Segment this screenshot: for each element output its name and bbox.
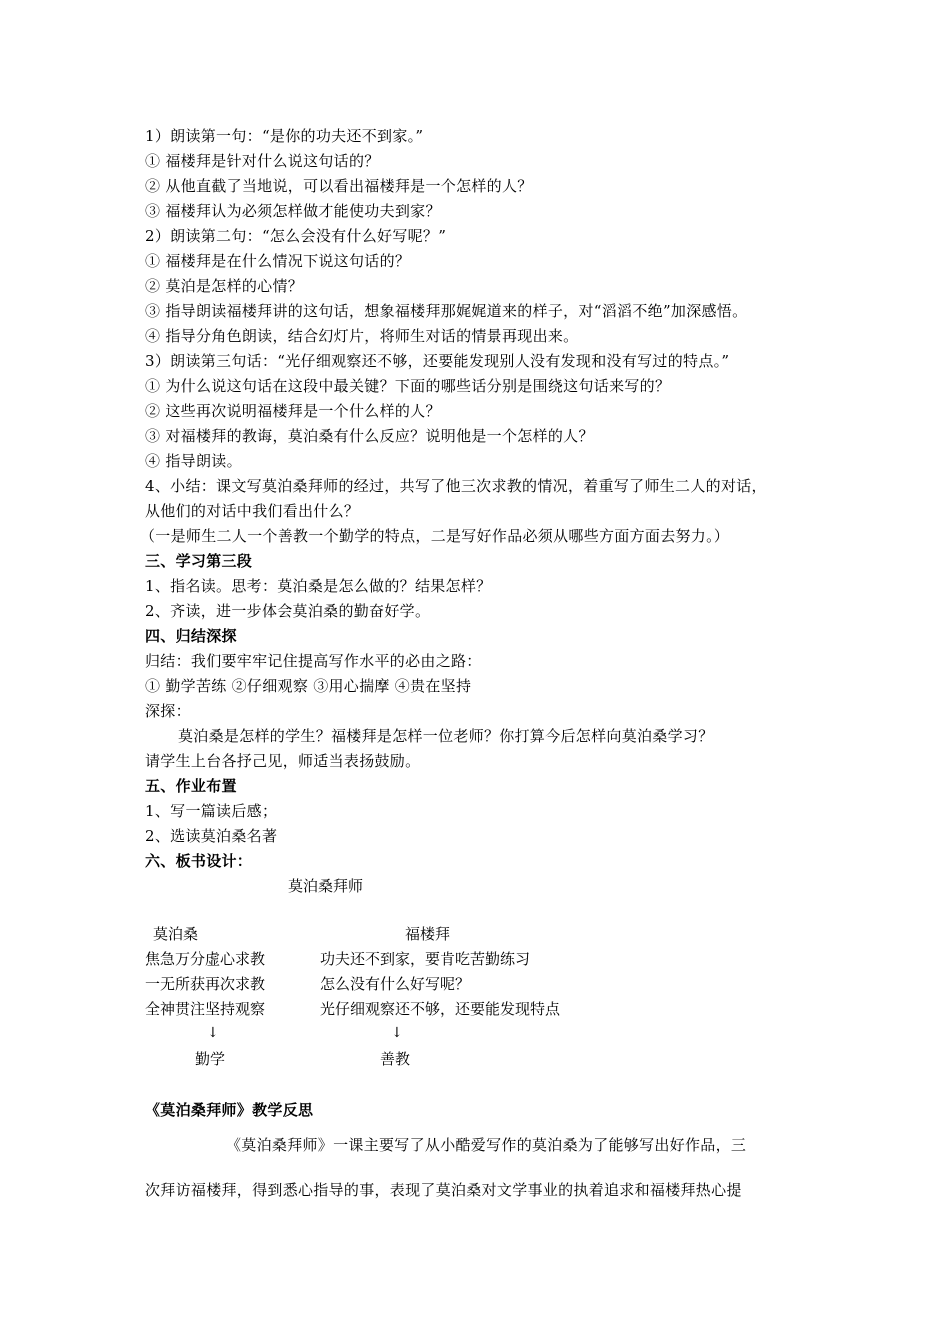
down-arrow-icon: ↓ <box>391 1025 403 1041</box>
task-line: 1、指名读。思考：莫泊桑是怎么做的？结果怎样？ <box>145 577 492 595</box>
question-line: ③ 对福楼拜的教诲，莫泊桑有什么反应？说明他是一个怎样的人？ <box>145 427 594 445</box>
board-right-result: 善教 <box>380 1050 411 1068</box>
reading-step-1: 1）朗读第一句：“是你的功夫还不到家。” <box>145 127 424 145</box>
task-line: 2、齐读，进一步体会莫泊桑的勤奋好学。 <box>145 602 431 620</box>
homework-line: 2、选读莫泊桑名著 <box>145 827 278 845</box>
question-line: ② 这些再次说明福楼拜是一个什么样的人？ <box>145 402 441 420</box>
board-left-item: 全神贯注坚持观察 <box>145 1000 266 1018</box>
summary-line: 从他们的对话中我们看出什么？ <box>145 502 360 520</box>
board-left-item: 一无所获再次求教 <box>145 975 266 993</box>
question-line: ④ 指导分角色朗读，结合幻灯片，将师生对话的情景再现出来。 <box>145 327 579 345</box>
summary-note: （一是师生二人一个善教一个勤学的特点，二是写好作品必须从哪些方面方面去努力。） <box>140 527 730 545</box>
summary-line: 4、小结：课文写莫泊桑拜师的经过，共写了他三次求教的情况，着重写了师生二人的对话， <box>145 477 767 495</box>
question-line: ① 福楼拜是针对什么说这句话的？ <box>145 152 380 170</box>
reflection-title: 《莫泊桑拜师》教学反思 <box>145 1101 314 1119</box>
question-line: ② 从他直截了当地说，可以看出福楼拜是一个怎样的人？ <box>145 177 533 195</box>
conclusion-list: ① 勤学苦练 ②仔细观察 ③用心揣摩 ④贵在坚持 <box>145 677 472 695</box>
board-left-result: 勤学 <box>195 1050 226 1068</box>
board-left-header: 莫泊桑 <box>153 925 199 943</box>
conclusion-line: 归结：我们要牢牢记住提高写作水平的必由之路： <box>145 652 482 670</box>
down-arrow-icon: ↓ <box>207 1025 219 1041</box>
reflection-paragraph-line: 《莫泊桑拜师》一课主要写了从小酷爱写作的莫泊桑为了能够写出好作品，三 <box>226 1136 747 1154</box>
explore-label: 深探： <box>145 702 191 720</box>
question-line: ① 福楼拜是在什么情况下说这句话的？ <box>145 252 411 270</box>
reading-step-2: 2）朗读第二句：“怎么会没有什么好写呢？” <box>145 227 447 245</box>
section-heading-3: 三、学习第三段 <box>145 552 253 570</box>
reading-step-3: 3）朗读第三句话：“光仔细观察还不够，还要能发现别人没有发现和没有写过的特点。” <box>145 352 730 370</box>
board-right-header: 福楼拜 <box>405 925 451 943</box>
question-line: ③ 福楼拜认为必须怎样做才能使功夫到家？ <box>145 202 441 220</box>
board-left-item: 焦急万分虚心求教 <box>145 950 266 968</box>
board-right-item: 怎么没有什么好写呢？ <box>320 975 471 993</box>
board-right-item: 光仔细观察还不够，还要能发现特点 <box>320 1000 561 1018</box>
question-line: ③ 指导朗读福楼拜讲的这句话，想象福楼拜那娓娓道来的样子，对“滔滔不绝”加深感悟。 <box>145 302 748 320</box>
explore-question: 莫泊桑是怎样的学生？福楼拜是怎样一位老师？你打算今后怎样向莫泊桑学习？ <box>178 727 714 745</box>
explore-line: 请学生上台各抒己见，师适当表扬鼓励。 <box>145 752 421 770</box>
homework-line: 1、写一篇读后感； <box>145 802 278 820</box>
question-line: ④ 指导朗读。 <box>145 452 242 470</box>
section-heading-4: 四、归结深探 <box>145 627 237 645</box>
question-line: ② 莫泊是怎样的心情？ <box>145 277 304 295</box>
board-title: 莫泊桑拜师 <box>288 877 364 895</box>
reflection-paragraph-line: 次拜访福楼拜，得到悉心指导的事，表现了莫泊桑对文学事业的执着追求和福楼拜热心提 <box>145 1181 742 1199</box>
board-right-item: 功夫还不到家，要肯吃苦勤练习 <box>320 950 531 968</box>
section-heading-6: 六、板书设计： <box>145 852 253 870</box>
section-heading-5: 五、作业布置 <box>145 777 237 795</box>
question-line: ① 为什么说这句话在这段中最关键？下面的哪些话分别是围绕这句话来写的？ <box>145 377 671 395</box>
